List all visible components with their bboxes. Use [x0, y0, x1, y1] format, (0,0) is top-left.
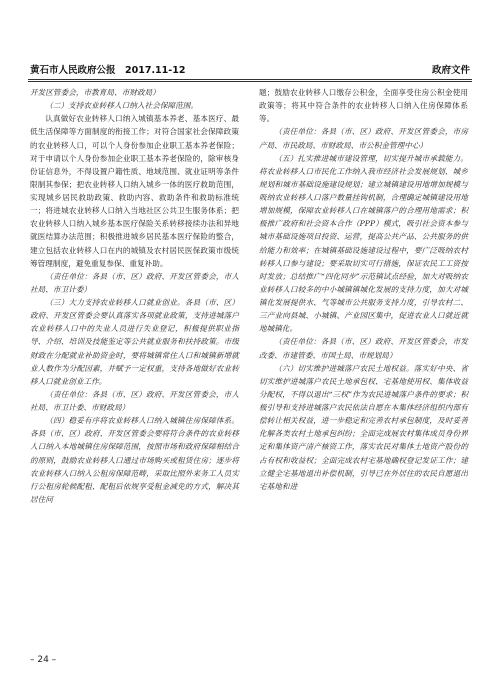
section-name: 政府文件: [431, 65, 470, 76]
right-responsibility-note: （责任单位：各县（市、区）政府、开发区管委会，市发改委、市建管委、市国土局、市规划局）: [259, 337, 468, 360]
left-section-paragraph: （二）支持农业转移人口纳入社会保障范围。: [45, 101, 199, 111]
left-body-paragraph: 认真做好农业转移人口纳入城镇基本养老、基本医疗、最低生活保障等方面制度的衔接工作；对符合国家社会保障政策的农业转移人口，可以个人身份参加企业职工基本养老保险；对于申请以个人身份参加企业职工基本养老保险的，除审核身份证信息外，不得设置户籍性质、地域范围、就业证明等条件限制其参保；把农业转移人口纳入城乡一体的医疗救助范围，实现城乡居民救助政策、救助内容、救助条件和救助标准统一；将进城农业转移人口纳入当地社区公共卫生服务体系；把农业转移人口纳入城乡基本医疗保险关系转移接续办法和异地就医结算办法范围；积极推进城乡居民基本医疗保险的整合，建立包括农业转移人口在内的城镇及农村居民医保政策市级统筹管理制度，避免重复参保、重复补助。: [30, 114, 239, 268]
right-section-paragraph: （六）切实维护进城落户农民土地权益。落实好中央、省切实维护进城落户农民土地承包权、宅基地使用权、集体收益分配权，不得以退出“三权”作为农民进城落户条件的要求；积极引导和支持进城落户农民依法自愿在本集体经济组织内部有偿转让相关权益，进一步稳定和完善农村承包制度，及时妥善化解各类农村土地承包纠纷；全面完成展农村集体成员身份界定和集体资产清产核资工作，落实农民对集体土地资产股份的占有权和收益权；全面完成农村宅基地确权登记发证工作；建立健全宅基地退出补偿机制，引导已在外居住的农民自愿退出宅基地和进: [259, 363, 468, 491]
left-responsibility-note: （责任单位：各县（市、区）政府、开发区管委会，市人社局、市卫计委）: [30, 271, 239, 294]
left-section-paragraph: （三）大力支持农业转移人口就业创业。各县（市、区）政府、开发区管委会要认真落实各项就业政策，支持进城落户农业转移人口中的失业人员进行失业登记，积极提供职业指导、介绍、培训及技能鉴定等公共就业服务和扶持政策。市级财政在分配就业补助资金时，要将城镇常住人口和城镇新增就业人数作为分配因素，并赋予一定权重，支持各地做好农业转移人口就业创业工作。: [30, 298, 239, 386]
right-section-paragraph: （五）扎实推进城市建设管理，切实提升城市承载能力。将农业转移人口市民化工作纳入我市经济社会发展规划、城乡规划和城市基础设施建设规划；建立城镇建设用地增加规模与吸纳农业转移人口落户数量挂钩机制，合理确定城镇建设用地增加规模，保障农业转移人口在城镇落户的合理用地需求；积极推广政府和社会资本合作（PPP）模式，吸引社会资本参与城市基础设施项目投资、运营，提高公共产品、公共服务的供给能力和效率；在城镇基础设施建设过程中，要广泛吸纳农村转移人口参与建设；要采取切实可行措施，保证农民工工资按时发放；总结推广“四化同步”示范镇试点经验，加大对吸纳农业转移人口较多的中小城镇镇城化发展的支持力度，加大对城镇化发展提供水、气等城市公共服务支持力度，引导农村二、三产业向县城、小城镇、产业园区集中，促进农业人口就近就地城镇化。: [259, 153, 468, 334]
right-body-paragraph: 题；鼓励农业转移人口缴存公积金，全面享受住房公积金使用政策等；将其中符合条件的农业转移人口纳入住房保障体系等。: [259, 88, 468, 124]
page-header: [30, 62, 470, 78]
right-column: [259, 86, 468, 493]
header-rule-thin: [28, 81, 472, 82]
page-number: – 24 –: [30, 655, 57, 665]
left-responsibility-note: 开发区管委会，市教育局、市财政局）: [30, 88, 160, 97]
bulletin-title: 黄石市人民政府公报 2017.11-12: [30, 65, 186, 76]
right-responsibility-note: （责任单位：各县（市、区）政府、开发区管委会，市房产局、市民政局、市财政局、市公积金管理中心）: [259, 127, 468, 150]
left-column: [30, 86, 239, 506]
left-section-paragraph: （四）稳妥有序将农业转移人口纳入城镇住房保障体系。各县（市、区）政府、开发区管委会要将符合条件的农业转移人口纳入本地城镇住房保障范围，按照市场和政府保障相结合的原则，鼓励农业转移人口通过市场购买或租赁住房；逐步将农业转移人口纳入公租房保障范畴，采取比照外来务工人员实行公租房轮候配租、配租后依规享受租金减免的方式，解决其居住问: [30, 416, 239, 504]
header-rule: [28, 79, 472, 80]
left-responsibility-note: （责任单位：各县（市、区）政府、开发区管委会，市人社局、市卫计委、市财政局）: [30, 389, 239, 412]
